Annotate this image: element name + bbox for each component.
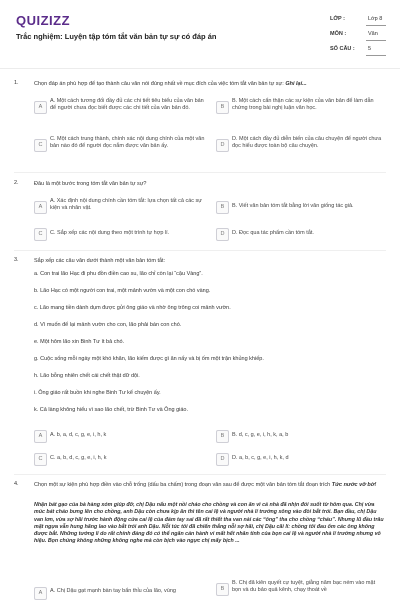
count-label: SỐ CÂU : bbox=[330, 46, 355, 52]
option-letter: A bbox=[34, 101, 47, 114]
list-item: h. Lão bỗng nhiên chết cái chết thật dữ dội. bbox=[34, 373, 140, 379]
option-b[interactable] bbox=[216, 198, 386, 218]
option-text: B. d, c, g, e, i, h, k, a, b bbox=[232, 432, 289, 438]
option-letter: B bbox=[216, 101, 229, 114]
class-value: Lớp 8 bbox=[368, 16, 383, 22]
option-text: D. Đọc qua tác phẩm cần tóm tắt. bbox=[232, 230, 314, 236]
question-text: Chọn đáp án phù hợp để tạo thành câu văn nói đúng nhất về mục đích của việc tóm tắt văn bản tự sự: Ghi lại... bbox=[34, 81, 307, 87]
option-letter: B bbox=[216, 583, 229, 596]
option-text: C. Một cách trung thành, chính xác nội dung chính của một văn bản nào đó để người đọc nắm được văn bản ấy. bbox=[50, 136, 205, 149]
option-a[interactable] bbox=[34, 198, 209, 218]
question-number: 4. bbox=[14, 481, 19, 487]
option-b[interactable] bbox=[216, 580, 386, 600]
option-a[interactable] bbox=[34, 584, 209, 600]
count-value: 5 bbox=[368, 46, 372, 52]
option-letter: C bbox=[34, 139, 47, 152]
quizizz-logo: QUIZIZZ bbox=[16, 13, 71, 28]
question-number: 2. bbox=[14, 180, 19, 186]
option-text: B. Một cách cẩn thận các sự kiện của văn bản để làm dẫn chứng trong bài nghị luận văn học. bbox=[232, 98, 374, 111]
option-c[interactable] bbox=[34, 450, 209, 469]
question-number: 3. bbox=[14, 257, 19, 263]
list-item: g. Cuộc sống mỗi ngày một khó khăn, lão kiếm được gì ăn nấy và bị ốm một trận khủng khiếp. bbox=[34, 356, 264, 362]
option-text: A. Chị Dậu gạt mạnh bàn tay bẩn thỉu của lão, vùng bbox=[50, 588, 176, 594]
reading-passage: Nhận bát gạo của bà hàng xóm giúp đỡ, chị Dậu nấu một nồi cháo cho chồng và con ăn vì cả nhà đã nhịn đói suốt từ hôm qua. Chị vừa múc bát cháo bưng lên cho chồng, anh Dậu còn chưa kịp ăn thì tên cai lệ và người nhà lí trưởng xông vào đòi bắt trói. Bạn đầu, chị Dậu van lơn, vừa sợ hãi trước hành động cửa cai lệ của đám tay sai đã rất thiết tha van nài các “ông” tha cho chồng “cháu”. Nhưng lũ đầu trâu mặt ngựa vẫn hung hăng lao vào bắt trói anh Dậu. Nỗi túc tôi đã chiến thắng nỗi sợ hãi, chị Dậu cãi lí: chồng tôi đau ốm các ông không được bắt. Những tưởng lí do rất chính đáng đó có thể ngăn cản hành vi mất hết nhân tính của bọn cai lệ và người nhà lí trưởng nhưng vô hiệu. Bọn chúng không những không nghe mà còn bịch vào ngực chị mấy bịch ... bbox=[34, 502, 384, 545]
list-item: d. Vì muốn để lại mảnh vườn cho con, lão phải bán con chó. bbox=[34, 322, 182, 328]
page-header bbox=[0, 0, 400, 69]
list-item: a. Con trai lão Hạc đi phu đồn điền cao su, lão chỉ còn lại “cậu Vàng”. bbox=[34, 271, 203, 277]
option-letter: B bbox=[216, 430, 229, 443]
option-text: D. a, b, c, g, e, i, h, k, d bbox=[232, 455, 289, 461]
option-d[interactable] bbox=[216, 225, 386, 244]
option-a[interactable] bbox=[34, 98, 209, 124]
list-item: e. Một hôm lão xin Binh Tư ít bả chó. bbox=[34, 339, 125, 345]
option-text: C. Sắp xếp các nội dung theo một trình tự hợp lí. bbox=[50, 230, 170, 236]
option-letter: A bbox=[34, 201, 47, 214]
question-text: Đâu là một bước trong tóm tắt văn bản tự sự? bbox=[34, 181, 147, 187]
option-text: C. a, b, d, c, g, e, i, h, k bbox=[50, 455, 107, 461]
option-text: D. Một cách đầy đủ diễn biến của câu chuyện để người chưa đọc hiểu được toàn bộ câu chuyện. bbox=[232, 136, 382, 149]
list-item: b. Lão Hạc có một người con trai, một mảnh vườn và một con chó vàng. bbox=[34, 288, 211, 294]
option-letter: C bbox=[34, 453, 47, 466]
option-a[interactable] bbox=[34, 427, 209, 446]
option-letter: D bbox=[216, 228, 229, 241]
list-item: k. Cả làng không hiểu vì sao lão chết, trừ Binh Tư và Ông giáo. bbox=[34, 407, 189, 413]
option-letter: A bbox=[34, 430, 47, 443]
option-text: A. Xác định nội dung chính cần tóm tắt: lựa chọn tất cả các sự kiện và nhân vật. bbox=[50, 198, 202, 211]
subject-label: MÔN : bbox=[330, 31, 347, 37]
option-d[interactable] bbox=[216, 136, 386, 162]
subject-value: Văn bbox=[368, 31, 378, 37]
option-letter: A bbox=[34, 587, 47, 600]
option-c[interactable] bbox=[34, 225, 209, 244]
question-text: Chọn một sự kiện phù hợp điền vào chỗ trống (dấu ba chấm) trong đoạn văn sau để được một văn bản tóm tắt đoạn trích Tức nước vỡ bờ! bbox=[34, 482, 377, 488]
option-letter: D bbox=[216, 139, 229, 152]
option-text: A. Một cách tương đối đầy đủ các chi tiết tiêu biểu của văn bản để người chưa đọc biết được các chi tiết của văn bản đó. bbox=[50, 98, 204, 111]
option-text: A. b, a, d, c, g, e, i, h, k bbox=[50, 432, 107, 438]
option-b[interactable] bbox=[216, 427, 386, 446]
option-text: B. Chị đã kiên quyết cự tuyệt, giằng năm bạc ném vào mặt bọn và du bảo quả kênh, chạy thoát về bbox=[232, 580, 376, 593]
question-text: Sắp xếp các câu văn dưới thành một văn bản tóm tắt: bbox=[34, 258, 166, 264]
list-item: i. Ông giáo rất buồn khi nghe Binh Tư kể chuyện ấy. bbox=[34, 390, 161, 396]
class-label: LỚP : bbox=[330, 16, 345, 22]
option-letter: B bbox=[216, 201, 229, 214]
option-d[interactable] bbox=[216, 450, 386, 469]
question-number: 1. bbox=[14, 80, 19, 86]
option-text: B. Viết văn bản tóm tắt bằng lời văn giống tác giả. bbox=[232, 203, 354, 209]
list-item: c. Lão mang tiền dành dụm được gửi ông giáo và nhờ ông trông coi mảnh vườn. bbox=[34, 305, 231, 311]
option-letter: C bbox=[34, 228, 47, 241]
page-title: Trắc nghiệm: Luyện tập tóm tắt văn bản tự sự có đáp án bbox=[16, 32, 217, 41]
option-b[interactable] bbox=[216, 98, 386, 124]
option-letter: D bbox=[216, 453, 229, 466]
option-c[interactable] bbox=[34, 136, 209, 162]
